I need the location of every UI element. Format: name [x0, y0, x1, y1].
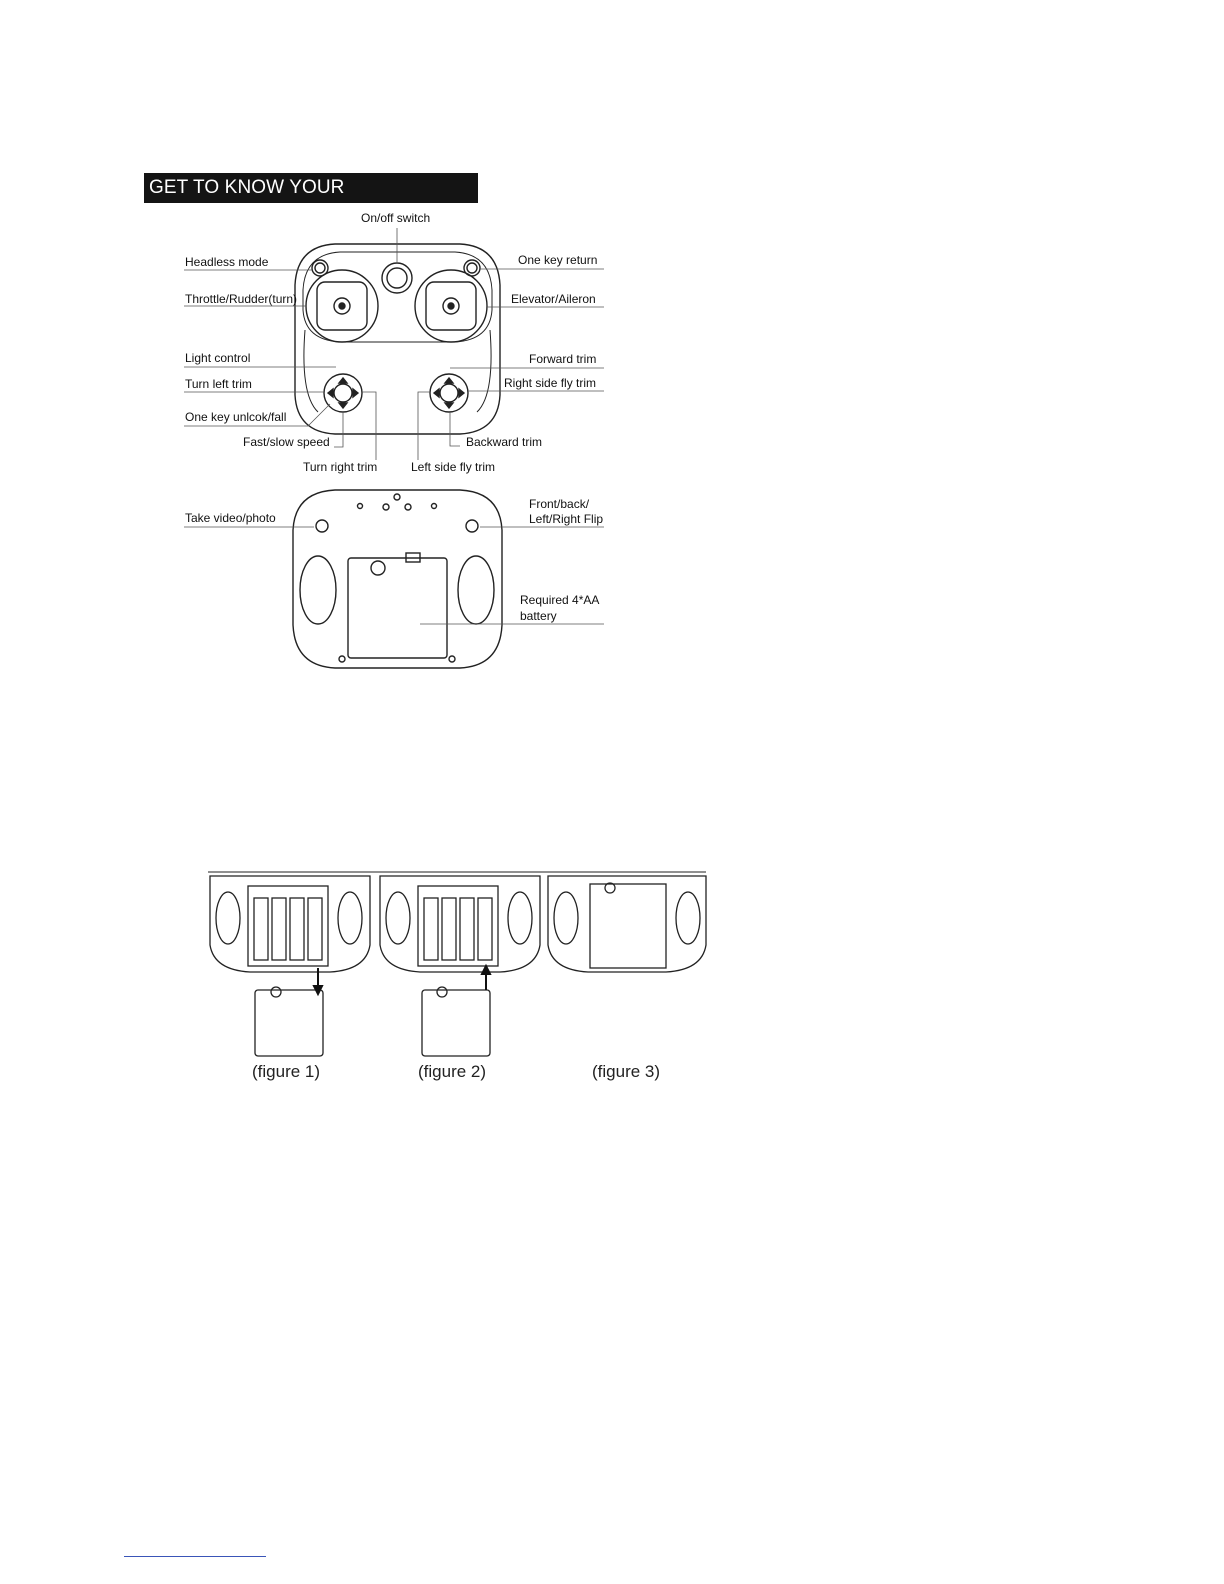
figure-3-body — [548, 876, 706, 972]
label-one-key-return: One key return — [518, 253, 598, 267]
label-on-off-switch: On/off switch — [361, 211, 431, 225]
footer-link-line — [124, 1556, 266, 1557]
transmitter-back-body — [293, 490, 502, 668]
battery-cover — [348, 558, 447, 658]
caption-figure-2: (figure 2) — [418, 1062, 487, 1081]
label-turn-left-trim: Turn left trim — [185, 377, 252, 391]
label-throttle-rudder: Throttle/Rudder(turn) — [185, 292, 298, 306]
label-take-video-photo: Take video/photo — [185, 511, 276, 525]
label-headless-mode: Headless mode — [185, 255, 269, 269]
label-flip-line1: Front/back/ — [529, 497, 590, 511]
label-fast-slow-speed: Fast/slow speed — [243, 435, 330, 449]
caption-figure-1: (figure 1) — [252, 1062, 321, 1081]
label-battery-line1: Required 4*AA — [520, 593, 600, 607]
label-forward-trim: Forward trim — [529, 352, 597, 366]
label-right-side-fly-trim: Right side fly trim — [504, 376, 597, 390]
label-light-control: Light control — [185, 351, 251, 365]
label-elevator-aileron: Elevator/Aileron — [511, 292, 596, 306]
label-flip-line2: Left/Right Flip — [529, 512, 604, 526]
label-left-side-fly-trim: Left side fly trim — [411, 460, 496, 474]
caption-figure-3: (figure 3) — [592, 1062, 661, 1081]
label-backward-trim: Backward trim — [466, 435, 543, 449]
label-battery-line2: battery — [520, 609, 557, 623]
label-one-key-unlock: One key unlcok/fall — [185, 410, 287, 424]
section-title: GET TO KNOW YOUR TRANSMITTER: — [144, 173, 478, 203]
label-turn-right-trim: Turn right trim — [303, 460, 378, 474]
